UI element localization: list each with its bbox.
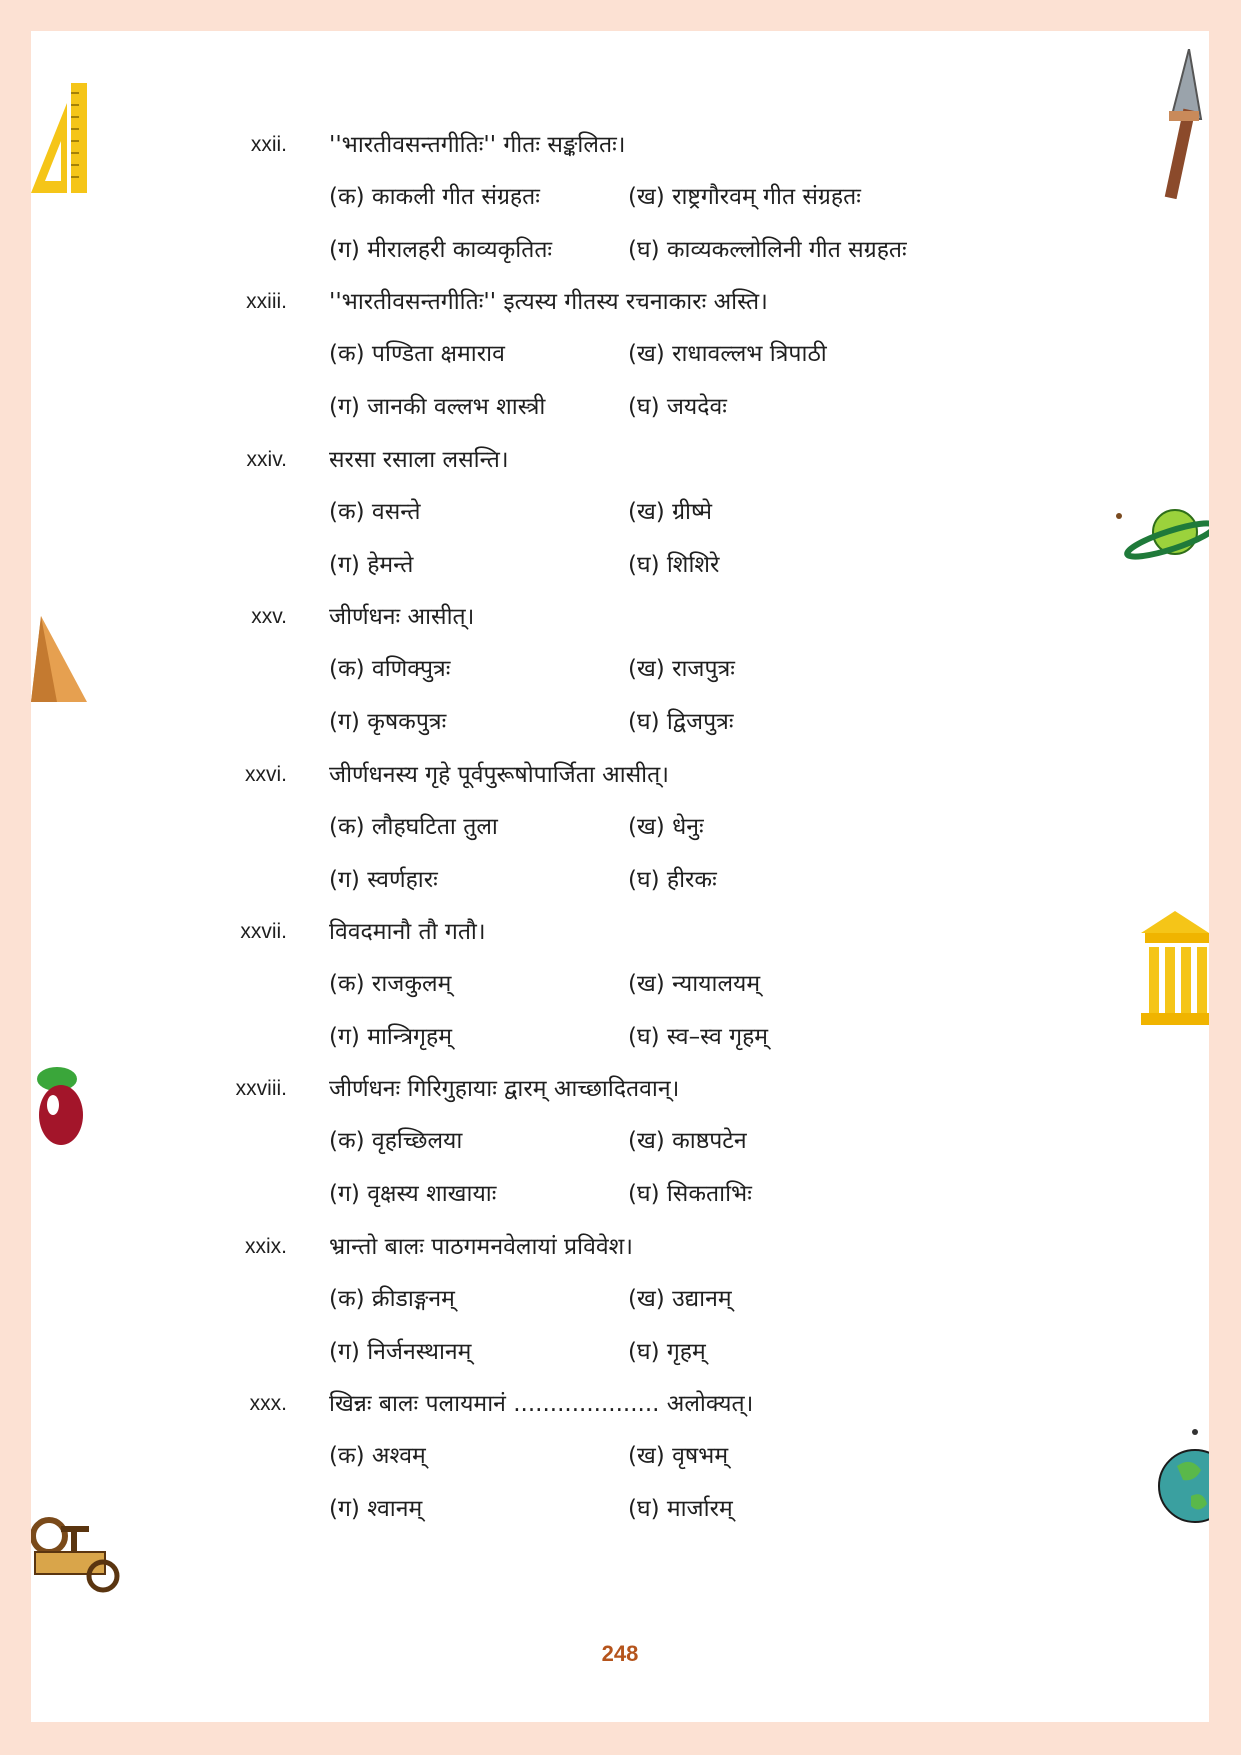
option-gha: (घ) मार्जारम्	[628, 1496, 733, 1522]
option-kha: (ख) न्यायालयम्	[628, 971, 761, 997]
question-number: xxv.	[251, 605, 287, 628]
option-ka: (क) राजकुलम्	[329, 971, 452, 997]
option-ga: (ग) निर्जनस्थानम्	[329, 1339, 472, 1365]
page-number: 248	[601, 1641, 639, 1666]
option-ka: (क) काकली गीत संग्रहतः	[329, 184, 540, 210]
option-ga: (ग) मान्त्रिगृहम्	[329, 1024, 452, 1050]
question-text: विवदमानौ तौ गतौ।	[329, 919, 486, 945]
option-gha: (घ) द्विजपुत्रः	[628, 709, 734, 735]
option-ka: (क) अश्वम्	[329, 1443, 426, 1469]
option-gha: (घ) गृहम्	[628, 1339, 706, 1365]
option-ka: (क) पण्डिता क्षमाराव	[329, 341, 505, 367]
option-ga: (ग) वृक्षस्य शाखायाः	[329, 1181, 497, 1207]
option-ga: (ग) श्वानम्	[329, 1496, 423, 1522]
option-gha: (घ) काव्यकल्लोलिनी गीत सग्रहतः	[628, 237, 907, 263]
option-ka: (क) क्रीडाङ्गनम्	[329, 1286, 455, 1312]
option-gha: (घ) शिशिरे	[628, 552, 720, 578]
option-gha: (घ) सिकताभिः	[628, 1181, 752, 1207]
option-kha: (ख) उद्यानम्	[628, 1286, 732, 1312]
question-text: भ्रान्तो बालः पाठगमनवेलायां प्रविवेश।	[329, 1234, 634, 1260]
option-ka: (क) वणिक्पुत्रः	[329, 656, 451, 682]
question-number: xxiv.	[246, 448, 287, 471]
option-kha: (ख) धेनुः	[628, 814, 704, 840]
question-text: जीर्णधनः गिरिगुहायाः द्वारम् आच्छादितवान्।	[329, 1076, 680, 1102]
option-ga: (ग) जानकी वल्लभ शास्त्री	[329, 394, 546, 420]
question-number: xxvii.	[240, 920, 287, 943]
option-ka: (क) वृहच्छिलया	[329, 1128, 463, 1154]
option-ga: (ग) हेमन्ते	[329, 552, 414, 578]
question-number: xxvi.	[245, 763, 287, 786]
option-kha: (ख) ग्रीष्मे	[628, 499, 713, 525]
question-number: xxx.	[249, 1392, 287, 1415]
option-ga: (ग) स्वर्णहारः	[329, 867, 438, 893]
option-kha: (ख) राजपुत्रः	[628, 656, 735, 682]
option-gha: (घ) जयदेवः	[628, 394, 727, 420]
question-text: खिन्नः बालः पलायमानं .................... अलोक्यत्।	[329, 1391, 754, 1417]
option-gha: (घ) हीरकः	[628, 867, 717, 893]
question-text: जीर्णधनस्य गृहे पूर्वपुरूषोपार्जिता आसीत्।	[329, 762, 669, 788]
worksheet-page	[31, 31, 1209, 1722]
question-text: ''भारतीवसन्तगीतिः'' गीतः सङ्कलितः।	[329, 132, 626, 158]
option-kha: (ख) वृषभम्	[628, 1443, 729, 1469]
question-number: xxiii.	[246, 290, 287, 313]
option-ga: (ग) कृषकपुत्रः	[329, 709, 447, 735]
option-ka: (क) लौहघटिता तुला	[329, 814, 498, 840]
option-gha: (घ) स्व–स्व गृहम्	[628, 1024, 769, 1050]
option-ga: (ग) मीरालहरी काव्यकृतितः	[329, 237, 553, 263]
question-text: सरसा रसाला लसन्ति।	[329, 447, 509, 473]
option-kha: (ख) काष्ठपटेन	[628, 1128, 747, 1154]
question-text: ''भारतीवसन्तगीतिः'' इत्यस्य गीतस्य रचनाकारः अस्ति।	[329, 289, 768, 315]
question-number: xxii.	[250, 133, 287, 156]
option-ka: (क) वसन्ते	[329, 499, 421, 525]
question-number: xxix.	[245, 1235, 287, 1258]
option-kha: (ख) राष्ट्रगौरवम् गीत संग्रहतः	[628, 184, 861, 210]
question-number: xxviii.	[235, 1077, 287, 1100]
option-kha: (ख) राधावल्लभ त्रिपाठी	[628, 341, 827, 367]
question-text: जीर्णधनः आसीत्।	[329, 604, 475, 630]
question-list	[31, 31, 1209, 1722]
